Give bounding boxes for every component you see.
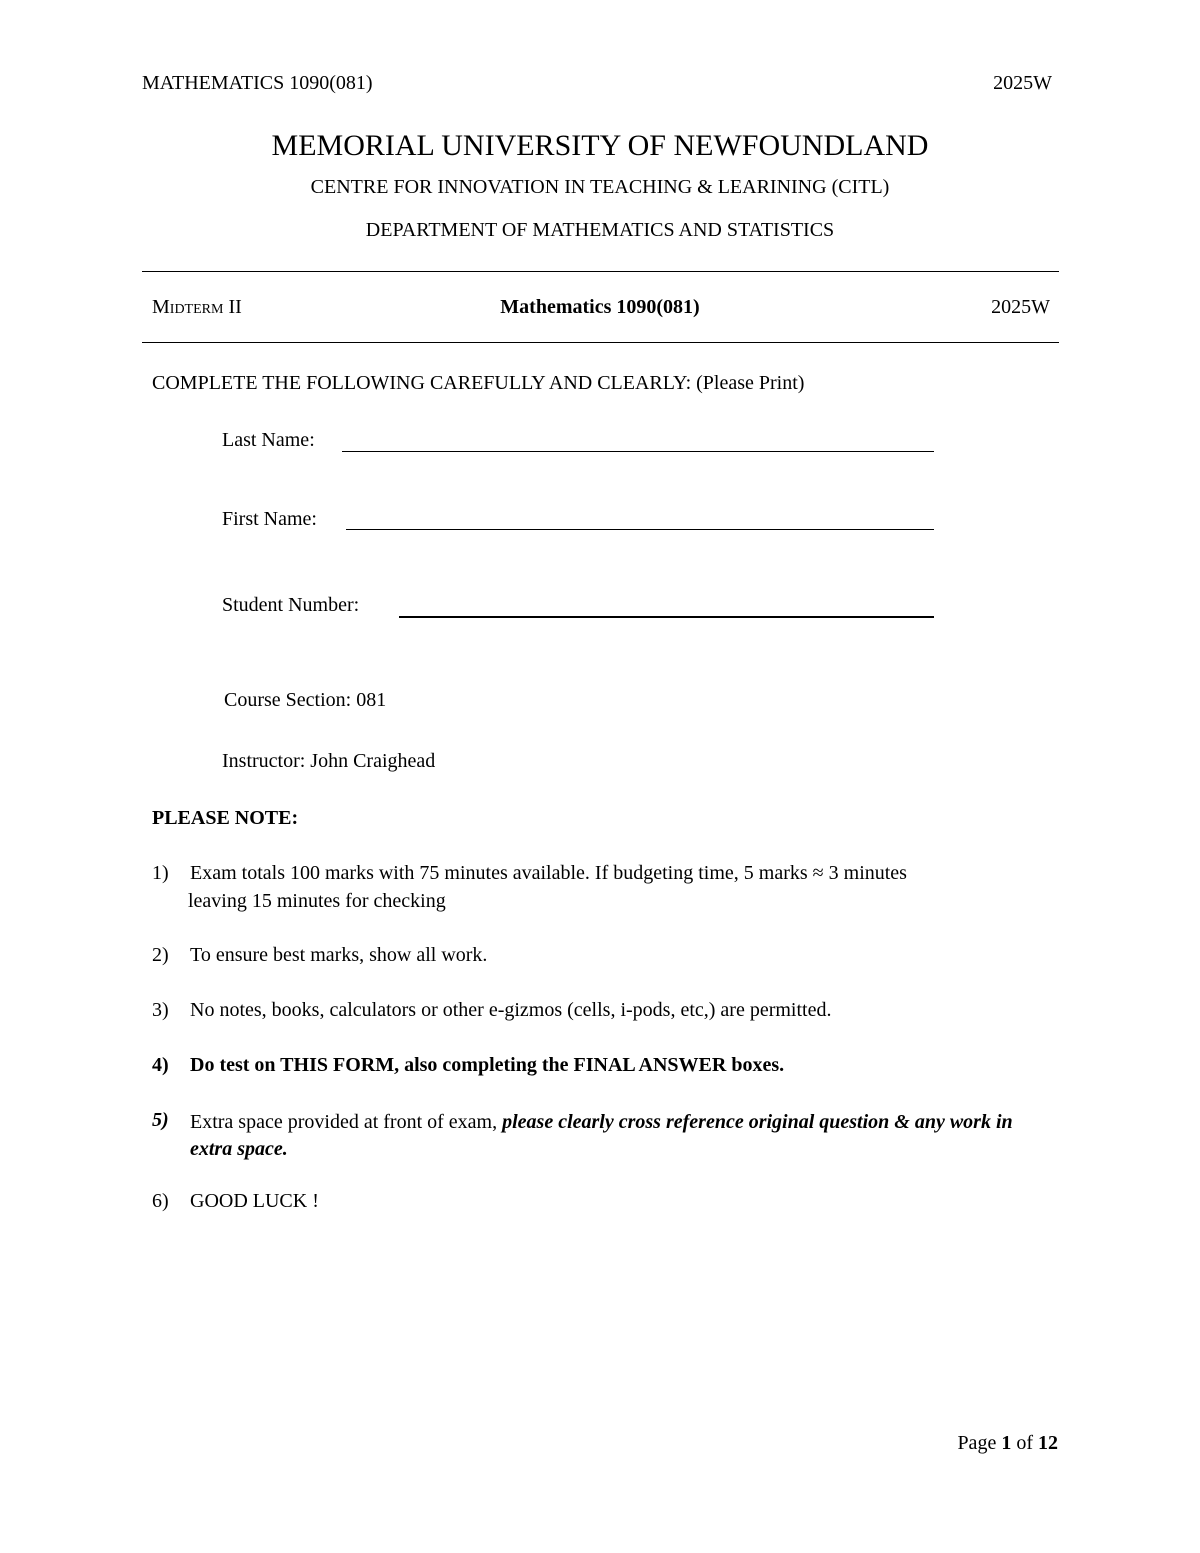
note-text: GOOD LUCK ! <box>190 1190 319 1212</box>
note-text-plain: Extra space provided at front of exam, <box>190 1111 503 1133</box>
page-of: of <box>1016 1432 1033 1454</box>
bottom-rule <box>142 342 1059 343</box>
note-text: Do test on THIS FORM, also completing the FINAL ANSWER boxes. <box>190 1054 785 1076</box>
note-text: Exam totals 100 marks with 75 minutes available. If budgeting time, 5 marks ≈ 3 minutes <box>190 862 907 884</box>
note-number: 2) <box>152 944 169 966</box>
note-number: 1) <box>152 862 169 884</box>
note-item <box>152 1054 1052 1082</box>
top-rule <box>142 271 1059 272</box>
student-number-label: Student Number: <box>222 594 360 616</box>
note-item <box>152 1109 1052 1165</box>
form-instruction: COMPLETE THE FOLLOWING CAREFULLY AND CLEARLY: (Please Print) <box>152 372 805 394</box>
note-number: 5) <box>152 1109 169 1131</box>
last-name-field[interactable] <box>342 451 934 452</box>
exam-type: Midterm II <box>152 296 242 318</box>
note-number: 6) <box>152 1190 169 1212</box>
note-item <box>152 862 1052 918</box>
instructor: Instructor: John Craighead <box>222 750 436 772</box>
exam-term: 2025W <box>991 296 1050 318</box>
note-item <box>152 999 1052 1027</box>
last-name-label: Last Name: <box>222 429 315 451</box>
header-course-code: MATHEMATICS 1090(081) <box>142 72 373 94</box>
page-total: 12 <box>1038 1432 1058 1454</box>
note-text: No notes, books, calculators or other e-gizmos (cells, i-pods, etc,) are permitted. <box>190 999 832 1021</box>
header-term: 2025W <box>993 72 1052 94</box>
note-text <box>190 1109 1052 1163</box>
university-title: MEMORIAL UNIVERSITY OF NEWFOUNDLAND <box>271 129 929 162</box>
first-name-label: First Name: <box>222 508 317 530</box>
exam-course-title: Mathematics 1090(081) <box>500 296 700 318</box>
note-item <box>152 944 1052 972</box>
note-text: leaving 15 minutes for checking <box>188 890 446 912</box>
page-number <box>957 1432 1058 1455</box>
student-number-field[interactable] <box>399 616 934 618</box>
course-section: Course Section: 081 <box>224 689 387 711</box>
page-prefix: Page <box>957 1432 997 1454</box>
note-text: To ensure best marks, show all work. <box>190 944 488 966</box>
note-item <box>152 1190 1052 1218</box>
department-name: DEPARTMENT OF MATHEMATICS AND STATISTICS <box>365 219 835 241</box>
note-number: 3) <box>152 999 169 1021</box>
note-number: 4) <box>152 1054 169 1076</box>
first-name-field[interactable] <box>346 529 934 530</box>
centre-name: CENTRE FOR INNOVATION IN TEACHING & LEARINING (CITL) <box>310 176 890 198</box>
page-current: 1 <box>1001 1432 1012 1454</box>
note-text-emphasis: please clearly cross reference original question & any work in extra space. <box>190 1111 1013 1160</box>
notes-heading: PLEASE NOTE: <box>152 807 299 829</box>
